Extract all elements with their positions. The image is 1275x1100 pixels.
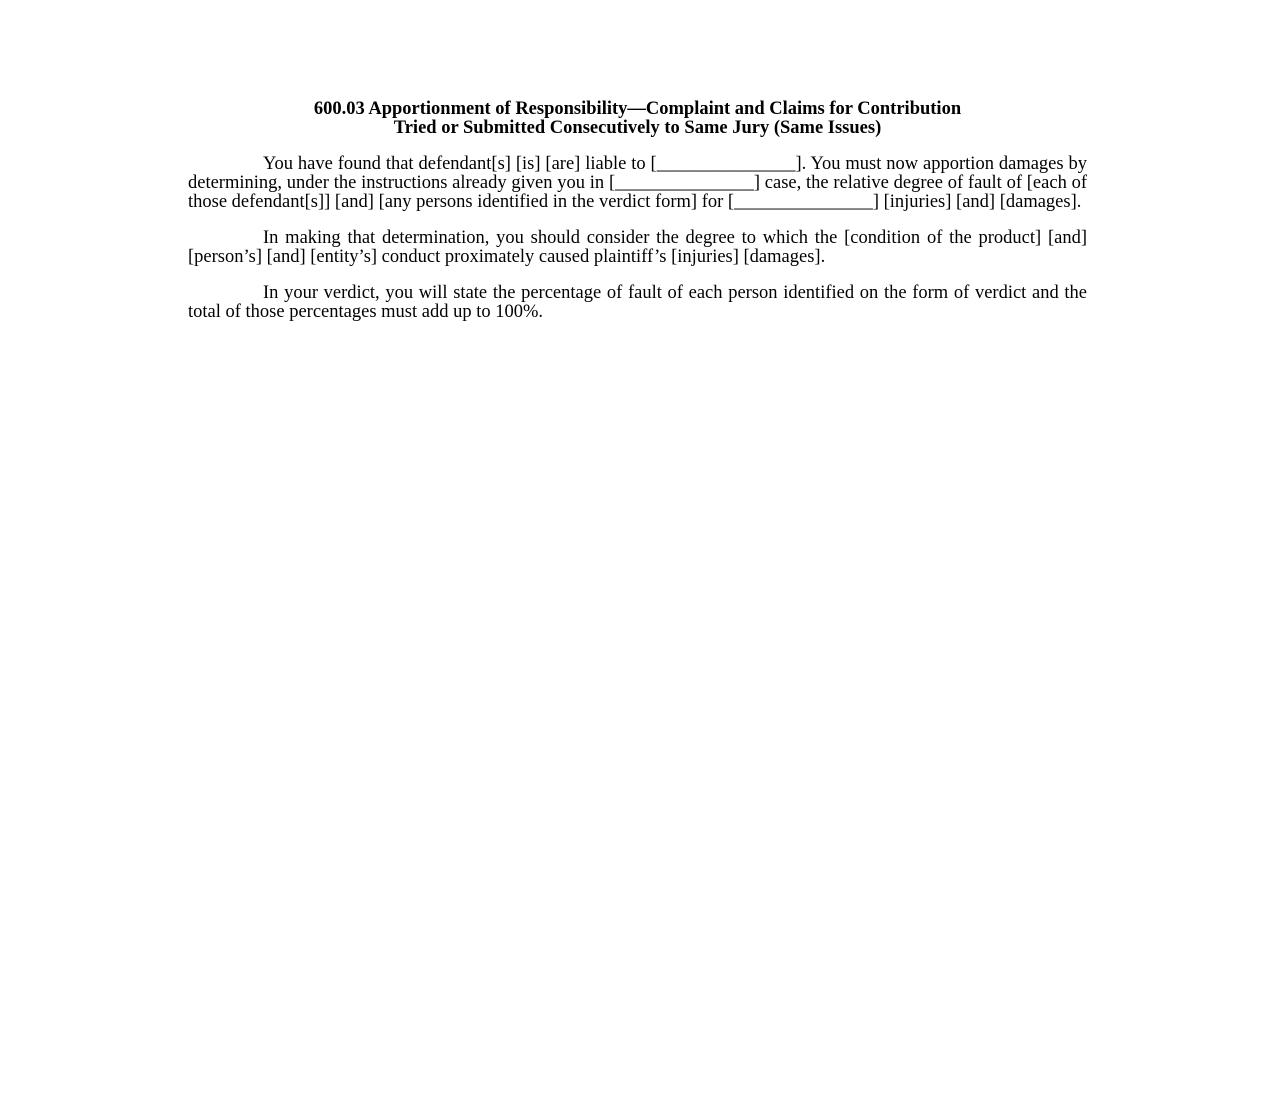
paragraph-liability: You have found that defendant[s] [is] [are] liable to [_______________]. You must now apportion damages by determining, under the instructions already given you in [_______________] case, the relative degree of fault of [each of those defendant[s]] [and] [any persons identified in the verdict form] for [_______________] [injuries] [and] [damages]. — [188, 154, 1087, 212]
title-line-1: 600.03 Apportionment of Responsibility—Complaint and Claims for Contribution — [313, 99, 962, 119]
document-page — [188, 100, 1087, 339]
document-title — [188, 100, 1087, 138]
paragraph-verdict: In your verdict, you will state the percentage of fault of each person identified on the form of verdict and the total of those percentages must add up to 100%. — [188, 283, 1087, 322]
paragraph-determination: In making that determination, you should consider the degree to which the [condition of the product] [and] [person’s] [and] [entity’s] conduct proximately caused plaintiff’s [injuries] [damages]. — [188, 228, 1087, 267]
title-line-2: Tried or Submitted Consecutively to Same Jury (Same Issues) — [393, 118, 882, 138]
